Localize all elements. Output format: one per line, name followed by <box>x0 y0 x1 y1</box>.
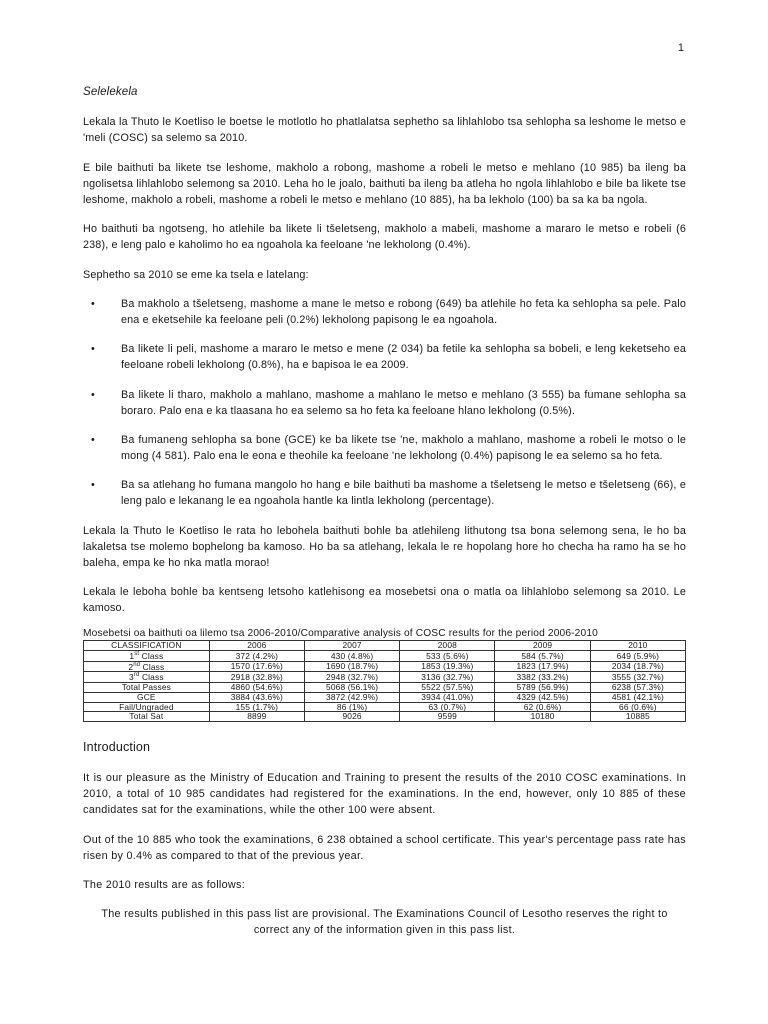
sesotho-paragraph-2: E bile baithuti ba likete tse leshome, makholo a robong, mashome a robeli le metso e mehlano (10 985) ba ileng ba ngolisetsa lihlahlobo selemong sa 2010. Leha ho le joalo, baithuti ba ileng ba atleha ho ngola lihlahlobo e bile ba likete tse leshome, makholo a robeli, mashome a robeli le metso e mehlano (10 885), ha ba lekholo (100) ba sa ka ba ngola. <box>83 161 686 206</box>
row-label: 2 <box>128 661 134 672</box>
row-label-cell <box>84 661 210 672</box>
bullet-item-third-class: • Ba likete li tharo, makholo a mahlano, mashome a mahlano le metso e mehlano (3 555) ba fumane sehlopha sa boraro. Palo ena e ka tlaasana ho ea selemo sa ho feta ka feeloane hlano lekholong (0.5%). <box>121 387 686 419</box>
table-row <box>84 682 686 692</box>
table-cell: 1690 (18.7%) <box>304 661 399 672</box>
bullet-item-gce: • Ba fumaneng sehlopha sa bone (GCE) ke ba likete tse 'ne, makholo a mahlano, mashome a robeli le motso o le mong (4 581). Palo ena le eona e theohile ka feeloane 'ne lekholong (0.4%) papisong le ea selemo sa ho feta. <box>121 432 686 464</box>
table-cell: 584 (5.7%) <box>495 651 590 662</box>
table-row <box>84 672 686 683</box>
table-cell: 533 (5.6%) <box>400 651 495 662</box>
row-label-suffix: Class <box>139 650 164 661</box>
sesotho-paragraph-4: Sephetho sa 2010 se eme ka tsela e latelang: <box>83 268 309 281</box>
table-cell: 3382 (33.2%) <box>495 672 590 683</box>
table-cell: 3884 (43.6%) <box>209 692 304 702</box>
table-cell: 1853 (19.3%) <box>400 661 495 672</box>
table-header-cell: 2007 <box>304 641 399 651</box>
table-cell: 2918 (32.8%) <box>209 672 304 683</box>
table-cell: 430 (4.8%) <box>304 651 399 662</box>
table-header-cell: 2006 <box>209 641 304 651</box>
row-label: Total Sat <box>129 711 164 722</box>
table-cell: 6238 (57.3%) <box>590 682 685 692</box>
table-header-cell: 2008 <box>400 641 495 651</box>
table-cell: 5068 (56.1%) <box>304 682 399 692</box>
row-label: GCE <box>137 691 156 702</box>
table-cell: 63 (0.7%) <box>400 702 495 712</box>
table-caption: Mosebetsi oa baithuti oa lilemo tsa 2006-2010/Comparative analysis of COSC results for the period 2006-2010 <box>83 627 598 639</box>
table-header-cell: 2009 <box>495 641 590 651</box>
table-header-cell: CLASSIFICATION <box>84 641 210 651</box>
table-cell: 3136 (32.7%) <box>400 672 495 683</box>
sesotho-heading: Selelekela <box>83 86 138 98</box>
table-cell: 3872 (42.9%) <box>304 692 399 702</box>
row-label-ordinal: nd <box>133 661 141 668</box>
sesotho-paragraph-1: Lekala la Thuto le Koetliso le boetse le motlotlo ho phatlalatsa sephetho sa lihlahlobo tsa sehlopha sa leshome le metso e 'meli (COSC) sa selemo sa 2010. <box>83 116 686 145</box>
table-cell: 372 (4.2%) <box>209 651 304 662</box>
row-label-suffix: Class <box>140 661 165 672</box>
table-cell: 86 (1%) <box>304 702 399 712</box>
row-label: Fail/Ungraded <box>119 701 174 712</box>
introduction-heading: Introduction <box>83 740 151 755</box>
table-cell: 1823 (17.9%) <box>495 661 590 672</box>
row-label-ordinal: rd <box>133 672 140 679</box>
results-table <box>83 640 686 722</box>
table-cell: 1570 (17.6%) <box>209 661 304 672</box>
table-cell: 9599 <box>400 712 495 722</box>
row-label-cell <box>84 712 210 722</box>
row-label-cell <box>84 651 210 662</box>
row-label: 3 <box>129 672 134 683</box>
table-cell: 4581 (42.1%) <box>590 692 685 702</box>
table-body <box>84 651 686 722</box>
table-cell: 2948 (32.7%) <box>304 672 399 683</box>
document-body <box>83 84 686 951</box>
table-row <box>84 651 686 662</box>
table-row <box>84 661 686 672</box>
table-row <box>84 702 686 712</box>
results-bullet-list <box>83 296 686 510</box>
table-cell: 5522 (57.5%) <box>400 682 495 692</box>
english-paragraph-3: The 2010 results are as follows: <box>83 878 246 891</box>
row-label-ordinal: st <box>134 651 140 658</box>
table-header-cell: 2010 <box>590 641 685 651</box>
english-paragraph-2: Out of the 10 885 who took the examinations, 6 238 obtained a school certificate. This year's percentage pass rate has risen by 0.4% as compared to that of the previous year. <box>83 833 686 862</box>
page-number: 1 <box>677 42 684 54</box>
row-label: 1 <box>129 650 135 661</box>
sesotho-paragraph-5: Lekala la Thuto le Koetliso le rata ho lebohela baithuti bohle ba atlehileng lithutong tsa bona selemong sena, le ho ba lakaletsa tse molemo bophelong ba kamoso. Ho ba sa atlehang, lekala le re hopolang hore ho checha ha ramo ha se ho baleha, empa ke ho nka matla morao! <box>83 524 686 569</box>
row-label-cell <box>84 672 210 683</box>
table-cell: 62 (0.6%) <box>495 702 590 712</box>
row-label-suffix: Class <box>139 672 164 683</box>
provisional-notice: The results published in this pass list are provisional. The Examinations Council of Lesotho reserves the right to correct any of the information given in this pass list. <box>101 908 668 937</box>
bullet-item-fail: • Ba sa atlehang ho fumana mangolo ho hang e bile baithuti ba mashome a tšeletseng le metso e tšeletseng (66), e leng palo e lekanang le ea ngoahola hantle ka lintla lekholong (percentage). <box>121 477 686 509</box>
table-cell: 649 (5.9%) <box>590 651 685 662</box>
bullet-item-second-class: • Ba likete li peli, mashome a mararo le metso e mene (2 034) ba fetile ka sehlopha sa bobeli, e leng keketseho ea feeloane robeli lekholong (0.8%), ha e bapisoa le ea 2009. <box>121 341 686 373</box>
table-cell: 3555 (32.7%) <box>590 672 685 683</box>
table-row <box>84 712 686 722</box>
table-cell: 8899 <box>209 712 304 722</box>
table-cell: 155 (1.7%) <box>209 702 304 712</box>
sesotho-paragraph-6: Lekala le leboha bohle ba kentseng letsoho katlehisong ea mosebetsi ona o matla oa lihlahlobo selemong sa 2010. Le kamoso. <box>83 586 686 615</box>
table-cell: 4860 (54.6%) <box>209 682 304 692</box>
table-cell: 9026 <box>304 712 399 722</box>
table-cell: 5789 (56.9%) <box>495 682 590 692</box>
table-cell: 10885 <box>590 712 685 722</box>
english-paragraph-1: It is our pleasure as the Ministry of Education and Training to present the results of the 2010 COSC examinations. In 2010, a total of 10 985 candidates had registered for the examinations. In the end, however, only 10 885 of these candidates sat for the examinations, while the other 100 were absent. <box>83 771 686 817</box>
table-cell: 3934 (41.0%) <box>400 692 495 702</box>
table-cell: 66 (0.6%) <box>590 702 685 712</box>
table-cell: 10180 <box>495 712 590 722</box>
sesotho-paragraph-3: Ho baithuti ba ngotseng, ho atlehile ba likete li tšeletseng, makholo a mabeli, mashome a mararo le metso e robeli (6 238), e leng palo e kaholimo ho ea ngoahola ka feeloane 'ne lekholong (0.4%). <box>83 223 686 252</box>
table-row <box>84 692 686 702</box>
table-cell: 4329 (42.5%) <box>495 692 590 702</box>
row-label: Total Passes <box>121 681 171 692</box>
table-header-row <box>84 641 686 651</box>
table-cell: 2034 (18.7%) <box>590 661 685 672</box>
bullet-item-first-class: • Ba makholo a tšeletseng, mashome a mane le metso e robong (649) ba atlehile ho feta ka sehlopha sa pele. Palo ena e eketsehile ka feeloane peli (0.2%) lekholong papisong le ea ngoahola. <box>121 296 686 328</box>
